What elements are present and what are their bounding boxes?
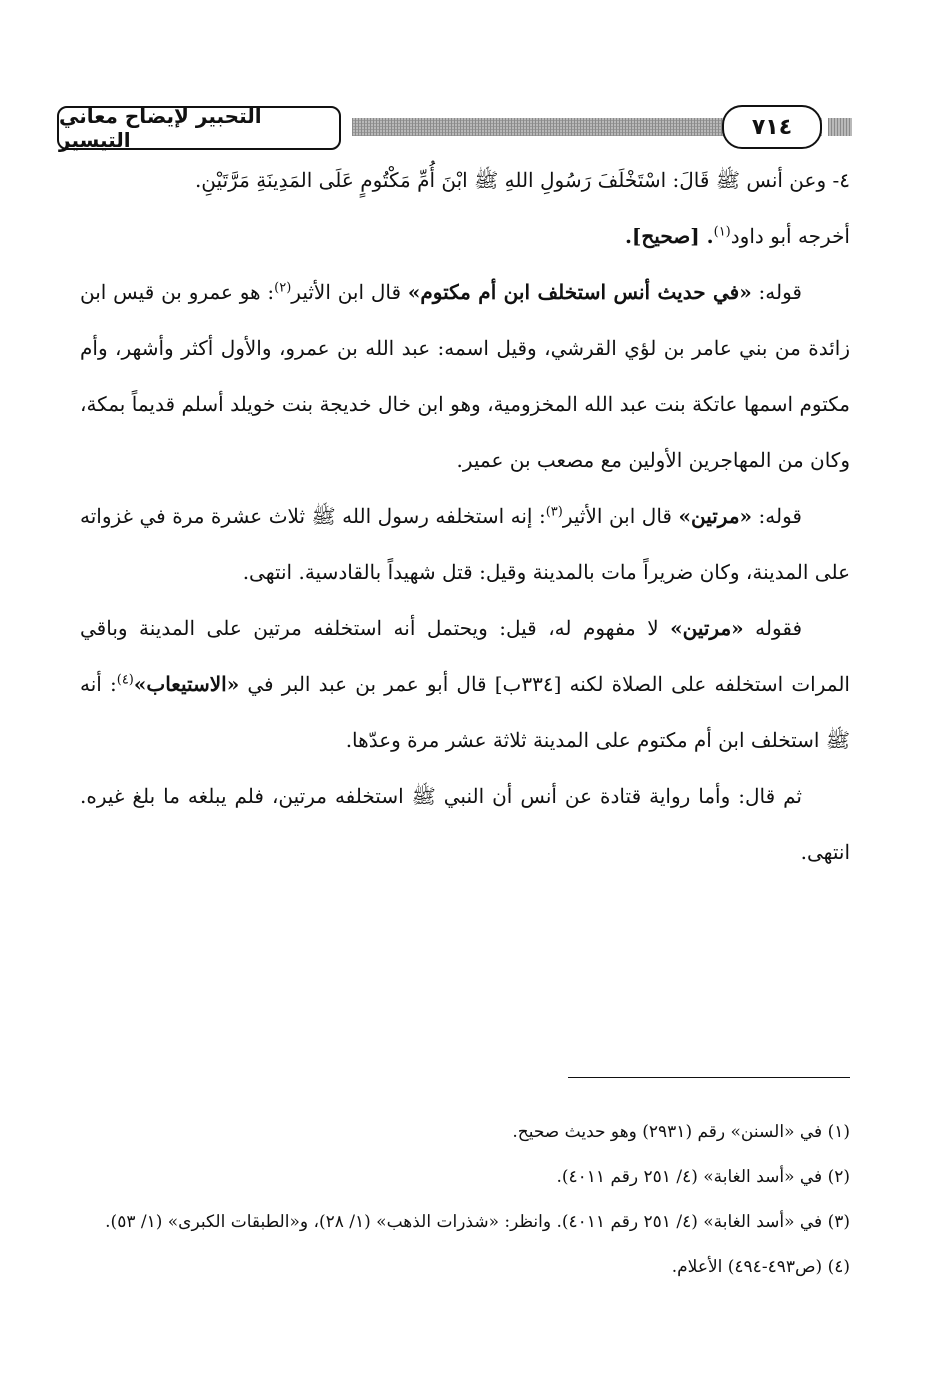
footnote-2: (٢) في «أسد الغابة» (٤/ ٢٥١ رقم ٤٠١١). [556,1167,850,1187]
hadith-paragraph: ٤- وعن أنس ﷺ قَالَ: اسْتَخْلَفَ رَسُولِ اللهِ ﷺ ابْنَ أُمِّ مَكْتُومٍ عَلَى المَدِينَةِ مَرَّتَيْنِ. [194,168,850,192]
book-title: التحبير لإيضاح معاني التيسير [57,106,341,150]
commentary-paragraph-2: قوله: «مرتين» قال ابن الأثير$^{(٣)}$: إنه استخلفه رسول الله ﷺ ثلاث عشرة مرة في غزواته على المدينة، وكان ضريراً مات بالمدينة وقيل: قتل شهيداً بالقادسية. انتهى. [80,504,850,584]
footnote-separator [568,1077,850,1078]
footnote-ref-4: (٤) [116,672,134,688]
header-pattern-end [828,118,852,136]
footnote-ref-2: (٢) [274,280,292,296]
footnote-ref-3: (٣) [545,504,563,520]
main-text [80,152,850,880]
page-header [52,103,852,153]
page-number: ٧١٤ [722,105,822,149]
footnote-3: (٣) في «أسد الغابة» (٤/ ٢٥١ رقم ٤٠١١). وانظر: «شذرات الذهب» (١/ ٢٨)، و«الطبقات الكبرى» (١/ ٥٣). [105,1212,850,1232]
commentary-paragraph-4: ثم قال: وأما رواية قتادة عن أنس أن النبي ﷺ استخلفه مرتين، فلم يبلغه ما بلغ غيره. انتهى. [80,784,850,864]
takhrij-paragraph: أخرجه أبو داود$^{(١)}$. [صحيح]. [624,224,850,248]
footnote-ref-1: (١) [713,224,731,240]
footnote-1: (١) في «السنن» رقم (٢٩٣١) وهو حديث صحيح. [512,1122,850,1142]
footnotes [80,1110,850,1290]
footnote-4: (٤) (ص٤٩٣-٤٩٤) الأعلام. [671,1257,850,1277]
commentary-paragraph-1: قوله: «في حديث أنس استخلف ابن أم مكتوم» قال ابن الأثير$^{(٢)}$: هو عمرو بن قيس ابن زائدة من بني عامر بن لؤي القرشي، وقيل اسمه: عبد الله بن عمرو، والأول أكثر وأشهر، وأم مكتوم اسمها عاتكة بنت عبد الله المخزومية، وهو ابن خال خديجة بنت خويلد أسلم قديماً بمكة، وكان من المهاجرين الأولين مع مصعب بن عمير. [80,280,850,472]
commentary-paragraph-3: فقوله «مرتين» لا مفهوم له، قيل: ويحتمل أنه استخلفه مرتين على المدينة وباقي المرات استخلفه على الصلاة لكنه [٣٣٤ب] قال أبو عمر بن عبد البر في «الاستيعاب»$^{(٤)}$: أنه ﷺ استخلف ابن أم مكتوم على المدينة ثلاثة عشر مرة وعدّها. [80,616,850,752]
